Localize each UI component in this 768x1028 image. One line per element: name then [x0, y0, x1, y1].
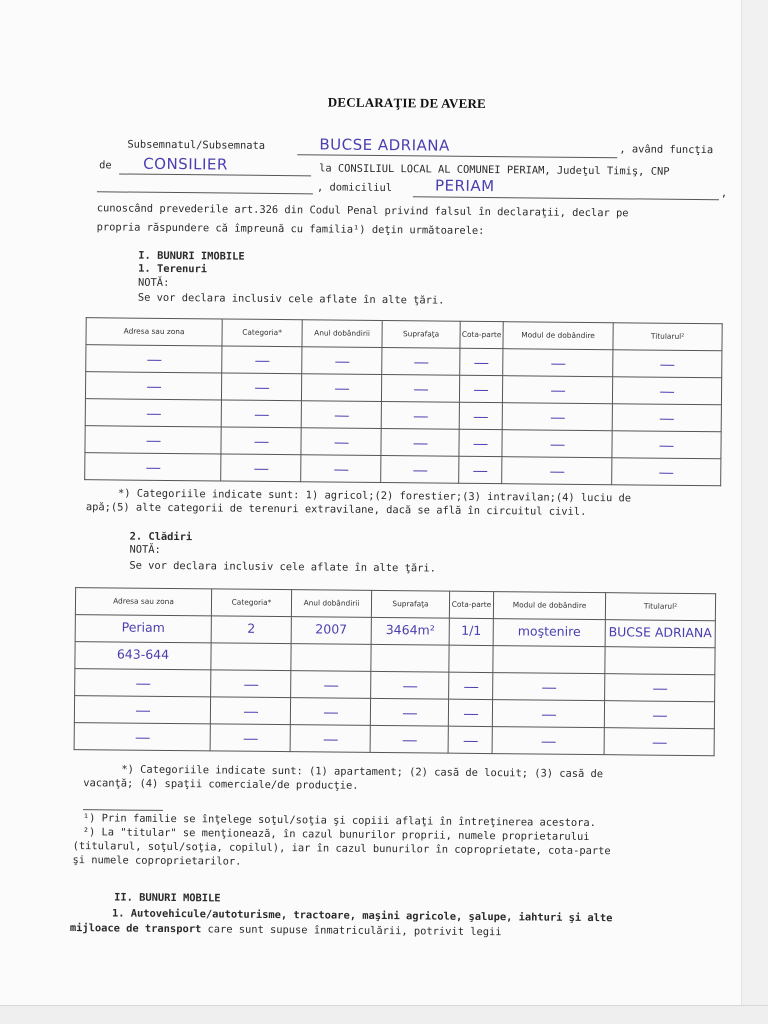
empty-dash [550, 417, 564, 418]
footnote-titular-2: (titularul, soţul/soţia, copilul), iar în cazul bunurilor în coproprietate, cota-parte [72, 840, 611, 858]
table-cell [211, 616, 291, 644]
empty-dash [254, 415, 268, 416]
header-cell: Titularul² [605, 593, 715, 621]
handwritten-value: Periam [121, 619, 165, 635]
table-cell [459, 375, 502, 402]
footnote-titular-3: şi numele coproprietarilor. [72, 854, 242, 868]
table-cell [74, 696, 210, 724]
empty-dash [541, 741, 555, 742]
table-cell [492, 700, 604, 728]
table-cell [290, 698, 370, 726]
table-cell [613, 350, 722, 378]
land-note: Se vor declara inclusiv cele aflate în alte ţări. [137, 291, 445, 307]
table-cell [221, 373, 301, 401]
table-cell [449, 618, 493, 645]
header-cell: Modul de dobândire [503, 322, 613, 350]
empty-dash [474, 417, 488, 418]
header-cell: Suprafaţa [382, 321, 460, 349]
table-cell [221, 454, 301, 482]
table-cell [222, 346, 302, 374]
empty-dash [542, 687, 556, 688]
empty-dash [323, 739, 337, 740]
declarant-function: CONSILIER [143, 154, 228, 174]
header-cell: Titularul² [613, 323, 722, 351]
empty-dash [652, 742, 666, 743]
table-cell [85, 372, 221, 400]
empty-dash [335, 388, 349, 389]
declarant-name: BUCSE ADRIANA [319, 135, 450, 155]
table-cell [301, 401, 381, 429]
table-cell [291, 671, 371, 699]
table-cell [86, 345, 222, 373]
table-cell [459, 402, 502, 429]
footnote-family: ¹) Prin familie se înţelege soţul/soţia şi copiii aflaţi în întreţinerea acestora. [82, 812, 596, 830]
name-line [297, 154, 617, 158]
handwritten-value: 3464m² [385, 621, 435, 638]
table-cell [301, 455, 381, 483]
empty-dash [464, 687, 478, 688]
empty-dash [254, 469, 268, 470]
empty-dash [413, 470, 427, 471]
empty-dash [334, 469, 348, 470]
empty-dash [474, 363, 488, 364]
table-cell [612, 377, 721, 405]
empty-dash [255, 388, 269, 389]
empty-dash [324, 685, 338, 686]
table-cell [291, 617, 371, 645]
empty-dash [135, 710, 149, 711]
table-cell [381, 456, 459, 484]
table-cell [612, 404, 721, 432]
table-cell [210, 724, 290, 752]
buildings-table [74, 587, 717, 756]
table-cell [612, 458, 721, 486]
table-cell [85, 426, 221, 454]
header-cell: Adresa sau zona [86, 318, 222, 346]
cnp-line [97, 191, 313, 194]
table-cell [75, 615, 211, 643]
table-cell [493, 646, 605, 674]
empty-dash [474, 390, 488, 391]
empty-dash [146, 414, 160, 415]
empty-dash [473, 471, 487, 472]
table-cell [381, 429, 459, 457]
empty-dash [660, 364, 674, 365]
empty-dash [660, 418, 674, 419]
table-row [74, 723, 714, 756]
header-cell: Cota-parte [460, 321, 503, 348]
handwritten-value: BUCSE ADRIANA [608, 623, 712, 640]
empty-dash [402, 740, 416, 741]
table-cell [502, 457, 612, 485]
header-cell: Modul de dobândire [493, 592, 605, 620]
section-buildings-heading: 2. Clădiri [129, 530, 193, 544]
empty-dash [136, 683, 150, 684]
table-cell [449, 672, 493, 699]
table-cell [370, 698, 448, 726]
empty-dash [413, 416, 427, 417]
handwritten-value: 2007 [315, 621, 348, 637]
empty-dash [244, 684, 258, 685]
empty-dash [463, 714, 477, 715]
empty-dash [334, 415, 348, 416]
table-cell [460, 348, 503, 375]
table-cell [605, 674, 715, 702]
empty-dash [255, 361, 269, 362]
empty-dash [550, 471, 564, 472]
empty-dash [551, 363, 565, 364]
header-cell: Categoria* [222, 319, 302, 347]
section-immovable-heading: I. BUNURI IMOBILE [138, 249, 245, 263]
table-cell [371, 617, 449, 645]
header-cell: Adresa sau zona [75, 588, 211, 616]
empty-dash [243, 711, 257, 712]
table-cell [211, 670, 291, 698]
footnote-separator [83, 809, 163, 811]
table-cell [211, 643, 291, 671]
table-cell [449, 645, 493, 672]
empty-dash [653, 688, 667, 689]
buildings-note: Se vor declara inclusiv cele aflate în alte ţări. [129, 559, 436, 575]
handwritten-value: 2 [247, 620, 256, 636]
footnote-titular-1: ²) La "titular" se menţionează, în cazul bunurilor proprii, numele proprietarului [82, 826, 590, 844]
empty-dash [414, 362, 428, 363]
header-cell: Suprafaţa [371, 590, 449, 618]
empty-dash [254, 442, 268, 443]
table-cell [448, 726, 492, 753]
section-land-heading: 1. Terenuri [138, 262, 208, 276]
table-cell [381, 375, 459, 403]
table-cell [605, 647, 715, 675]
table-cell [502, 403, 612, 431]
table-cell [302, 347, 382, 375]
table-cell [612, 431, 721, 459]
empty-dash [403, 686, 417, 687]
table-cell [85, 399, 221, 427]
table-cell [291, 644, 371, 672]
empty-dash [413, 443, 427, 444]
land-nota: NOTĂ: [138, 276, 170, 289]
table-cell [605, 620, 715, 648]
land-categories-note-1: *) Categoriile indicate sunt: 1) agricol;(2) forestier;(3) intravilan;(4) luciu de [117, 487, 632, 505]
land-categories-note-2: apă;(5) alte categorii de terenuri extravilane, dacă se află în circuitul civil. [85, 501, 587, 518]
empty-dash [335, 361, 349, 362]
table-cell [493, 619, 605, 647]
table-cell [290, 725, 370, 753]
table-cell [459, 456, 502, 483]
table-cell [492, 727, 604, 755]
table-cell [75, 642, 211, 670]
building-categories-note-1: *) Categoriile indicate sunt: (1) apartament; (2) casă de locuit; (3) casă de [121, 763, 604, 781]
table-cell [604, 701, 714, 729]
empty-dash [402, 713, 416, 714]
buildings-nota: NOTĂ: [129, 543, 161, 556]
section-movable-heading: II. BUNURI MOBILE [114, 891, 221, 905]
table-cell [502, 376, 612, 404]
empty-dash [243, 738, 257, 739]
table-cell [301, 374, 381, 402]
table-cell [210, 697, 290, 725]
empty-dash [659, 472, 673, 473]
empty-dash [323, 712, 337, 713]
declarant-domicile: PERIAM [434, 176, 495, 196]
header-cell: Cota-parte [449, 591, 493, 618]
domicile-end: , [720, 187, 728, 200]
land-table [84, 317, 723, 486]
table-cell [493, 673, 605, 701]
header-cell: Categoria* [211, 589, 291, 617]
empty-dash [147, 360, 161, 361]
intro-label-name: Subsemnatul/Subsemnata [127, 138, 266, 152]
empty-dash [550, 444, 564, 445]
empty-dash [463, 741, 477, 742]
empty-dash [334, 442, 348, 443]
table-cell [371, 671, 449, 699]
handwritten-value: 1/1 [461, 622, 482, 638]
table-cell [85, 453, 221, 481]
empty-dash [146, 441, 160, 442]
header-cell: Anul dobândirii [302, 320, 382, 348]
intro-de-label: de [99, 159, 112, 172]
handwritten-value: 643-644 [116, 646, 170, 662]
vehicles-line-2-bold: mijloace de transport [69, 922, 202, 936]
intro-responsibility-line: propria răspundere că împreună cu familia¹) deţin următoarele: [96, 221, 485, 237]
table-cell [74, 723, 210, 751]
handwritten-value: moştenire [517, 623, 581, 639]
intro-legal-line: cunoscând prevederile art.326 din Codul Penal privind falsul în declaraţii, declar pe [96, 202, 629, 220]
domicile-line [413, 196, 719, 200]
table-cell [221, 427, 301, 455]
empty-dash [135, 737, 149, 738]
empty-dash [541, 714, 555, 715]
vehicles-line-2 [70, 922, 502, 938]
table-cell [371, 644, 449, 672]
vehicles-line-1: 1. Autovehicule/autoturisme, tractoare, maşini agricole, şalupe, iahturi şi alte [111, 907, 613, 925]
table-cell [448, 699, 492, 726]
empty-dash [414, 389, 428, 390]
intro-institution: la CONSILIUL LOCAL AL COMUNEI PERIAM, Judeţul Timiş, CNP [319, 162, 670, 178]
empty-dash [146, 468, 160, 469]
empty-dash [474, 444, 488, 445]
table-cell [381, 402, 459, 430]
table-cell [370, 725, 448, 753]
function-line [119, 173, 311, 176]
intro-function-label: , având funcţia [619, 143, 714, 157]
table-cell [502, 430, 612, 458]
table-cell [503, 349, 613, 377]
empty-dash [551, 390, 565, 391]
empty-dash [660, 445, 674, 446]
header-cell: Anul dobândirii [291, 590, 371, 618]
empty-dash [147, 387, 161, 388]
vehicles-line-2-rest: care sunt supuse înmatriculării, potrivit legii [201, 923, 502, 939]
table-cell [382, 348, 460, 376]
table-row [85, 453, 721, 486]
building-categories-note-2: vacanţă; (4) spaţii comerciale/de producţie. [83, 777, 359, 792]
document-title: DECLARAŢIE DE AVERE [327, 94, 487, 111]
table-cell [604, 728, 714, 756]
empty-dash [660, 391, 674, 392]
intro-domicile-label: , domiciliul [316, 181, 393, 195]
empty-dash [652, 715, 666, 716]
table-cell [301, 428, 381, 456]
table-cell [221, 400, 301, 428]
table-cell [75, 669, 211, 697]
table-cell [459, 429, 502, 456]
